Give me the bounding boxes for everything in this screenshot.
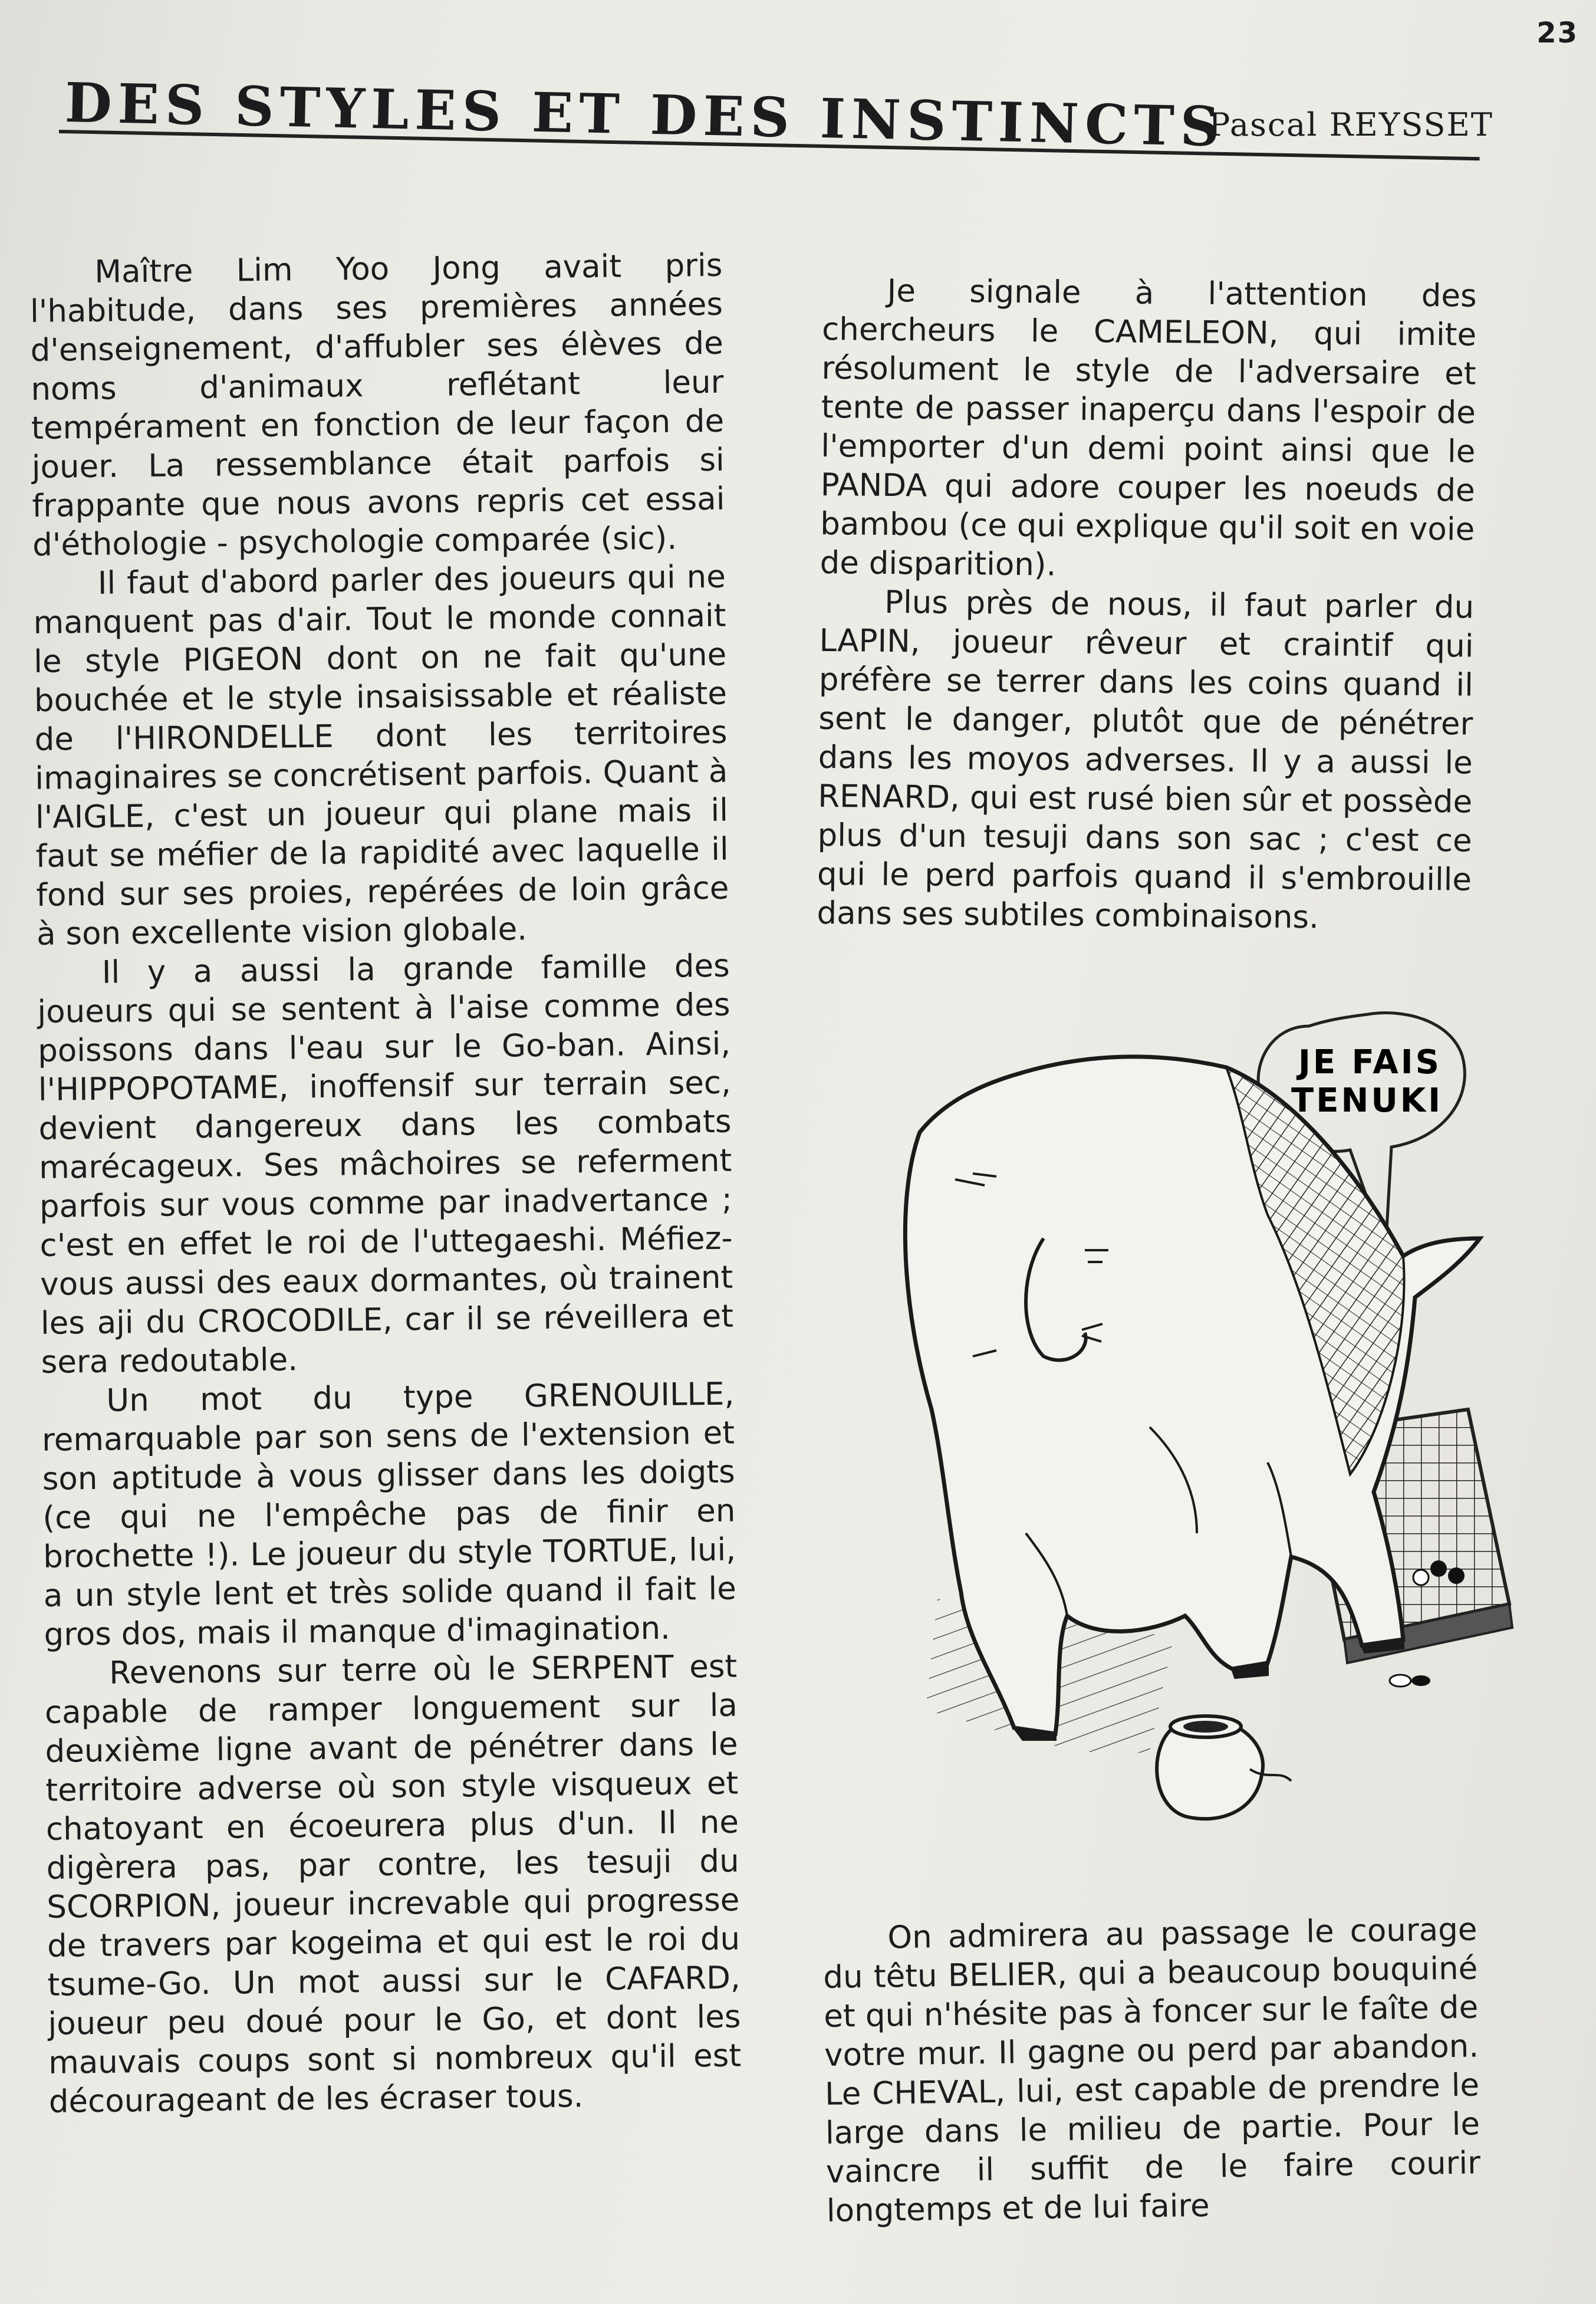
paragraph: Un mot du type GRENOUILLE, remarquable par son sens de l'extension et son aptitude à vous glisser dans les doigts (ce qui ne l'empêche pas de finir en brochette !). Le joueur du style TORTUE, lui, a un style lent et très solide quand il fait le gros dos, mais il manque d'imagination. — [41, 1376, 737, 1653]
paragraph: On admirera au passage le courage du têtu BELIER, qui a beaucoup bouquiné et qui n'hésite pas à foncer sur le faîte de votre mur. Il gagne ou perd par abandon. Le CHEVAL, lui, est capable de prendre le large dans le milieu de partie. Pour le vaincre il suffit de le faire courir longtemps et de lui faire — [822, 1911, 1481, 2229]
right-column-top — [817, 271, 1477, 939]
paragraph: Il y a aussi la grande famille des joueurs qui se sentent à l'aise comme des poissons dans l'eau sur le Go-ban. Ainsi, l'HIPPOPOTAME, inoffensif sur terrain sec, devient dangereux dans les combats marécageux. Ses mâchoires se referment parfois sur vous comme par inadvertance ; c'est en effet le roi de l'uttegaeshi. Méfiez-vous aussi des eaux dormantes, où trainent les aji du CROCODILE, car il se réveillera et sera redoutable. — [37, 948, 734, 1381]
paragraph: Revenons sur terre où le SERPENT est capable de ramper longuement sur la deuxième ligne avant de pénétrer dans le territoire adverse où son style visqueux et chatoyant en écoeurera plus d'un. Il ne digèrera pas, par contre, les tesuji du SCORPION, joueur increvable qui progresse de travers par kogeima et qui est le roi du tsume-Go. Un mot aussi sur le CAFARD, joueur peu doué pour le Go, et dont les mauvais coups sont si nombreux qu'il est décourageant de les écraser tous. — [44, 1648, 742, 2120]
speech-line-2: TENUKI — [1291, 1082, 1443, 1120]
cartoon-drawing — [820, 1003, 1527, 1869]
right-column-bottom — [822, 1911, 1481, 2231]
hippo-cartoon — [820, 1003, 1527, 1869]
article-author: Pascal REYSSET — [1209, 106, 1493, 143]
clay-pot — [1157, 1716, 1291, 1819]
left-column — [29, 246, 742, 2122]
page-number: 23 — [1536, 17, 1578, 50]
paragraph: Il faut d'abord parler des joueurs qui ne manquent pas d'air. Tout le monde connait le style PIGEON dont on ne fait qu'une bouchée et le style insaisissable et réaliste de l'HIRONDELLE dont les territoires imaginaires se concrétisent parfois. Quant à l'AIGLE, c'est un joueur qui plane mais il faut se méfier de la rapidité avec laquelle il fond sur ses proies, repérées de loin grâce à son excellente vision globale. — [33, 558, 729, 952]
paragraph: Je signale à l'attention des chercheurs le CAMELEON, qui imite résolument le style de l'adversaire et tente de passer inaperçu dans l'espoir de l'emporter d'un demi point ainsi que le PANDA qui adore couper les noeuds de bambou (ce qui explique qu'il soit en voie de disparition). — [820, 272, 1477, 583]
article-header — [59, 35, 1493, 177]
hippo-figure — [905, 1057, 1480, 1740]
paragraph: Plus près de nous, il faut parler du LAPIN, joueur rêveur et craintif qui préfère se terrer dans les coins quand il sent le danger, plutôt que de pénétrer dans les moyos adverses. Il y a aussi le RENARD, qui est rusé bien sûr et possède plus d'un tesuji dans son sac ; c'est ce qui le perd parfois quand il s'embrouille dans ses subtiles combinaisons. — [817, 584, 1475, 936]
speech-line-1: JE FAIS — [1298, 1043, 1442, 1082]
paragraph: Maître Lim Yoo Jong avait pris l'habitude, dans ses premières années d'enseignement, d'affubler ses élèves de noms d'animaux reflétant leur tempérament en fonction de leur façon de jouer. La ressemblance était parfois si frappante que nous avons repris cet essai d'éthologie - psychologie comparée (sic). — [29, 247, 725, 563]
article-title: DES STYLES ET DES INSTINCTS — [64, 71, 1226, 159]
